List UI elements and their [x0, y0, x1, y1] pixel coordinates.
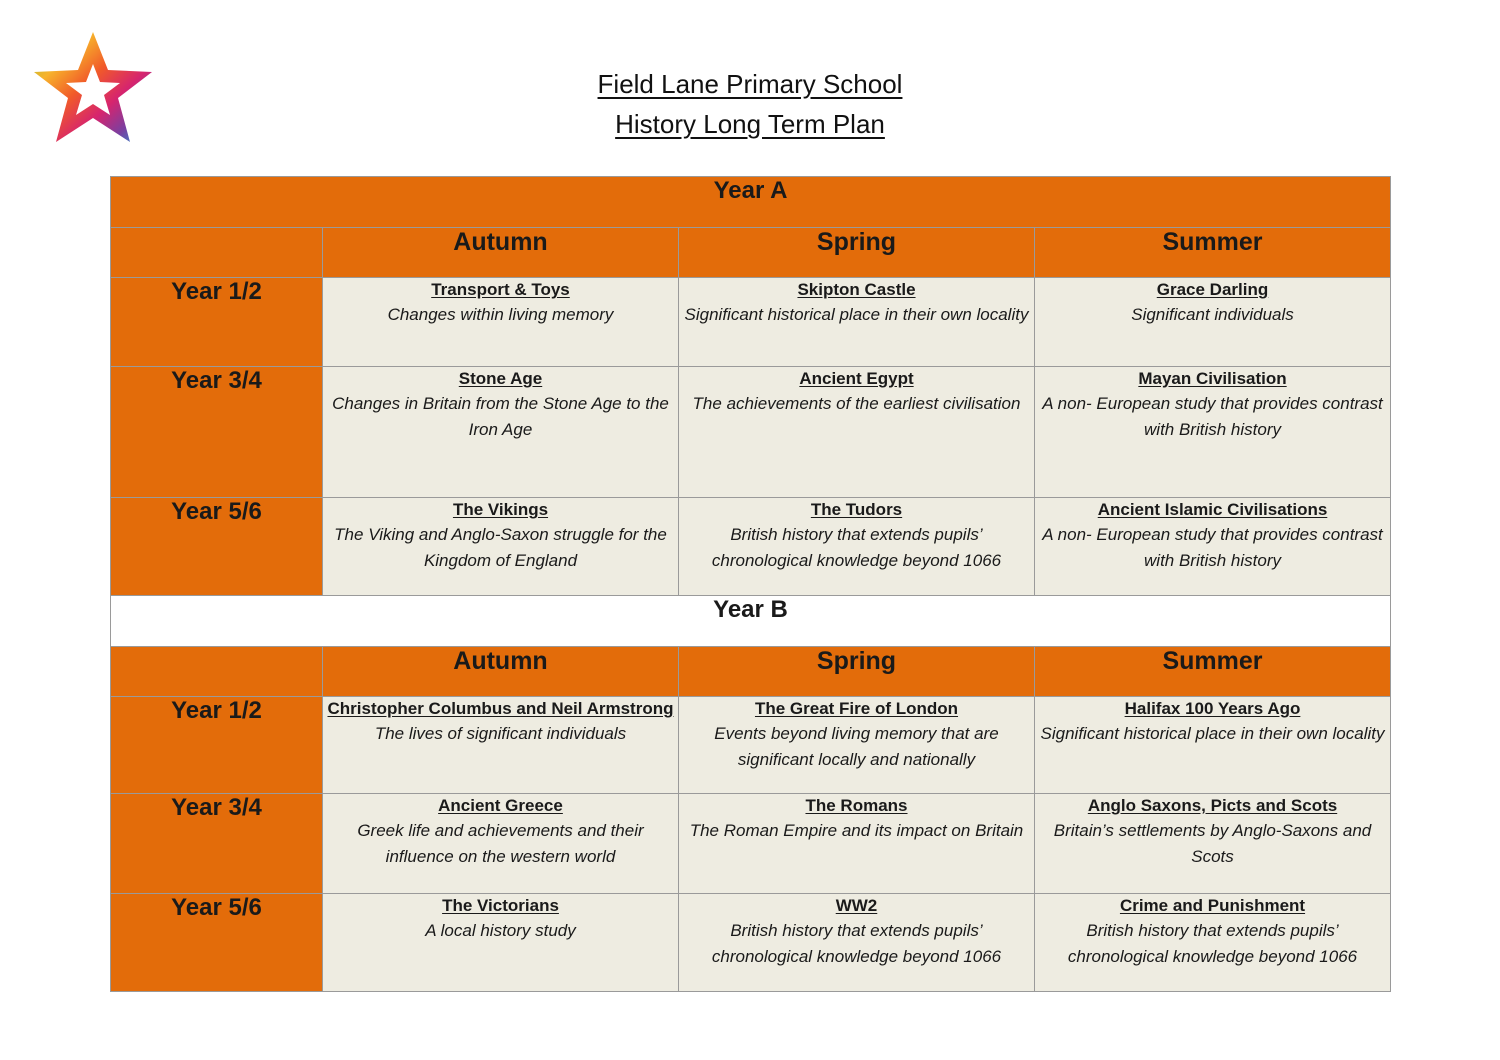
topic-title: Christopher Columbus and Neil Armstrong — [327, 699, 674, 718]
topic-description: A non- European study that provides contrast with British history — [1042, 525, 1383, 570]
topic-description: British history that extends pupils’ chronological knowledge beyond 1066 — [711, 525, 1002, 570]
topic-description: A non- European study that provides contrast with British history — [1042, 394, 1383, 439]
topic-title: Grace Darling — [1156, 280, 1269, 299]
season-autumn: Autumn — [323, 647, 679, 697]
table-row — [111, 498, 1391, 596]
table-row — [111, 367, 1391, 498]
history-plan-table — [110, 176, 1391, 992]
topic-title: Transport & Toys — [431, 280, 570, 299]
season-spring: Spring — [679, 228, 1035, 278]
row-label: Year 1/2 — [111, 697, 323, 794]
topic-description: British history that extends pupils’ chronological knowledge beyond 1066 — [711, 921, 1002, 966]
topic-title: Crime and Punishment — [1119, 896, 1306, 915]
topic-cell — [1035, 697, 1391, 794]
year-a-header-row — [111, 177, 1391, 228]
table-row — [111, 278, 1391, 367]
topic-description: The Viking and Anglo-Saxon struggle for the Kingdom of England — [334, 525, 667, 570]
topic-description: Greek life and achievements and their influence on the western world — [357, 821, 644, 866]
topic-cell — [679, 498, 1035, 596]
table-row — [111, 794, 1391, 894]
row-label: Year 5/6 — [111, 498, 323, 596]
row-label: Year 3/4 — [111, 794, 323, 894]
topic-cell — [323, 278, 679, 367]
topic-title: Halifax 100 Years Ago — [1124, 699, 1301, 718]
topic-description: British history that extends pupils’ chronological knowledge beyond 1066 — [1067, 921, 1358, 966]
document-header — [0, 64, 1500, 144]
topic-cell — [1035, 894, 1391, 992]
season-summer: Summer — [1035, 647, 1391, 697]
season-spring: Spring — [679, 647, 1035, 697]
topic-title: Ancient Islamic Civilisations — [1097, 500, 1328, 519]
topic-description: Significant individuals — [1131, 305, 1294, 324]
topic-title: The Vikings — [452, 500, 549, 519]
empty-corner-cell — [111, 228, 323, 278]
topic-cell — [323, 697, 679, 794]
topic-cell — [323, 367, 679, 498]
topic-cell — [1035, 278, 1391, 367]
season-autumn: Autumn — [323, 228, 679, 278]
topic-cell — [679, 894, 1035, 992]
topic-description: Significant historical place in their own locality — [684, 305, 1029, 324]
topic-description: The Roman Empire and its impact on Britain — [689, 821, 1024, 840]
topic-title: The Romans — [805, 796, 908, 815]
season-summer: Summer — [1035, 228, 1391, 278]
row-label: Year 3/4 — [111, 367, 323, 498]
topic-cell — [323, 498, 679, 596]
year-b-title: Year B — [111, 596, 1391, 647]
topic-cell — [1035, 498, 1391, 596]
topic-title: The Tudors — [810, 500, 903, 519]
topic-title: Mayan Civilisation — [1138, 369, 1287, 388]
topic-title: Skipton Castle — [797, 280, 916, 299]
year-a-title: Year A — [111, 177, 1391, 228]
topic-cell — [679, 278, 1035, 367]
topic-cell — [679, 697, 1035, 794]
school-name: Field Lane Primary School — [597, 69, 903, 99]
plan-title: History Long Term Plan — [615, 109, 885, 139]
topic-description: Changes within living memory — [387, 305, 614, 324]
topic-cell — [323, 794, 679, 894]
empty-corner-cell — [111, 647, 323, 697]
table-row — [111, 697, 1391, 794]
topic-cell — [1035, 367, 1391, 498]
topic-description: The achievements of the earliest civilisation — [692, 394, 1021, 413]
topic-cell — [679, 794, 1035, 894]
topic-description: Significant historical place in their own locality — [1040, 724, 1385, 743]
season-header-row — [111, 228, 1391, 278]
topic-description: Events beyond living memory that are significant locally and nationally — [714, 724, 999, 769]
topic-title: WW2 — [835, 896, 878, 915]
topic-cell — [323, 894, 679, 992]
row-label: Year 5/6 — [111, 894, 323, 992]
topic-title: Anglo Saxons, Picts and Scots — [1087, 796, 1338, 815]
year-b-header-row — [111, 596, 1391, 647]
topic-description: Changes in Britain from the Stone Age to the Iron Age — [332, 394, 669, 439]
topic-description: A local history study — [425, 921, 576, 940]
table-row — [111, 894, 1391, 992]
topic-cell — [1035, 794, 1391, 894]
topic-description: The lives of significant individuals — [374, 724, 627, 743]
topic-title: The Victorians — [442, 896, 559, 915]
topic-title: The Great Fire of London — [754, 699, 959, 718]
topic-description: Britain’s settlements by Anglo-Saxons and Scots — [1053, 821, 1372, 866]
row-label: Year 1/2 — [111, 278, 323, 367]
topic-cell — [679, 367, 1035, 498]
topic-title: Stone Age — [458, 369, 543, 388]
topic-title: Ancient Egypt — [799, 369, 914, 388]
topic-title: Ancient Greece — [438, 796, 563, 815]
season-header-row — [111, 647, 1391, 697]
